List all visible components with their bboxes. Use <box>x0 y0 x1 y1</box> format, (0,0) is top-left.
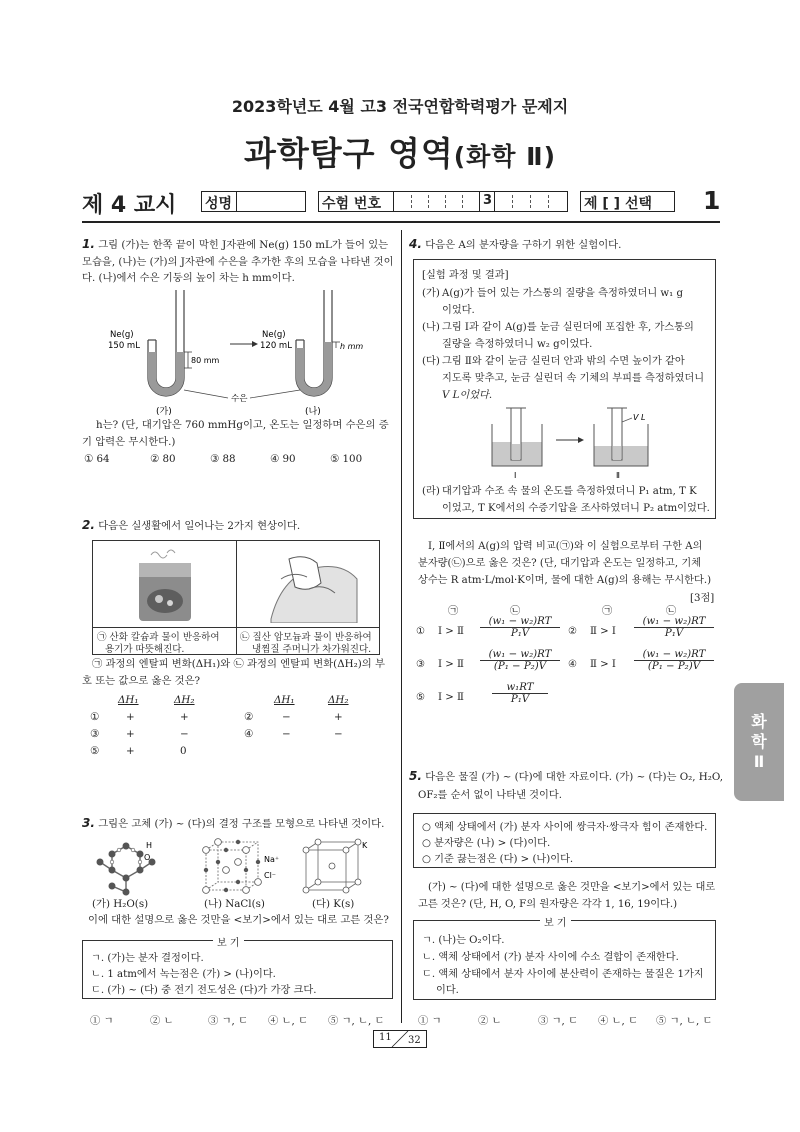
arrow-head <box>578 437 584 443</box>
step-da-text: 그림 Ⅱ와 같이 눈금 실린더 안과 밖의 수면 높이가 같아 <box>442 356 685 367</box>
col-header-dh1: ΔH₁ <box>118 694 139 706</box>
option-2-dh1: − <box>282 711 291 723</box>
cold-pack-image <box>261 549 361 623</box>
denominator: P₁V <box>510 628 530 639</box>
name-field[interactable] <box>201 191 306 212</box>
j-tube-figure <box>100 290 370 420</box>
option-4[interactable]: ④ <box>244 728 254 740</box>
figure-2-label: Ⅱ <box>616 471 620 480</box>
step-da-text: V L이었다. <box>442 390 493 401</box>
question-5-prompt: (가) ~ (다)에 대한 설명으로 옳은 것만을 <보기>에서 있는 대로 <box>428 882 716 893</box>
question-1-stem <box>82 236 394 287</box>
question-number: 1. <box>82 237 95 251</box>
option-3-compare: Ⅰ > Ⅱ <box>438 659 464 670</box>
option-3[interactable]: ③ <box>90 728 100 740</box>
question-number: 4. <box>409 237 422 251</box>
step-da-text: 지도록 맞추고, 눈금 실린더 속 기체의 부피를 측정하였더니 <box>442 373 705 384</box>
ne-label-1: Ne(g) <box>110 330 134 340</box>
option-3[interactable]: ③ ㄱ, ㄷ <box>208 1015 249 1027</box>
option-1-compare: Ⅰ > Ⅱ <box>438 626 464 637</box>
phenomena-figure <box>92 540 380 655</box>
j-tube-2 <box>296 290 340 396</box>
page-indicator <box>373 1030 427 1048</box>
volume-v-label: V L <box>633 413 646 422</box>
caption-1b: 용기가 따뜻해진다. <box>105 644 185 655</box>
bogi-item: 이다. <box>436 985 459 996</box>
option-1[interactable]: ① ㄱ <box>418 1015 442 1027</box>
data-box <box>413 813 716 868</box>
step-da-label: (다) <box>422 356 440 367</box>
col-header-a: ㉠ <box>448 606 459 617</box>
choice-label: 제 [ ] 선택 <box>584 196 652 212</box>
option-1[interactable]: ① <box>416 626 426 637</box>
option-4-fraction <box>634 649 714 672</box>
col-header-b: ㉡ <box>510 606 521 617</box>
question-3-options <box>82 1012 394 1026</box>
exam-name: 2023학년도 4월 고3 전국연합학력평가 문제지 <box>231 97 569 116</box>
fact-item: ○ 액체 상태에서 (가) 분자 사이에 쌍극자·쌍극자 힘이 존재한다. <box>422 822 708 833</box>
current-page: 11 <box>379 1032 392 1043</box>
height-80-label: 80 mm <box>191 356 220 365</box>
total-pages: 32 <box>408 1035 421 1046</box>
side-tab-char: 학 <box>751 732 767 751</box>
subject-main: 과학탐구 영역 <box>243 134 454 173</box>
bogi-item: ㄷ. 액체 상태에서 분자 사이에 분산력이 존재하는 물질은 1가지 <box>422 969 704 980</box>
option-1[interactable]: ① <box>90 711 100 723</box>
question-4-options <box>412 602 724 718</box>
option-4[interactable]: ④ ㄴ, ㄷ <box>268 1015 309 1027</box>
option-4-compare: Ⅱ > Ⅰ <box>590 659 616 670</box>
id-divider <box>393 192 394 211</box>
exam-id-field[interactable] <box>318 191 568 212</box>
option-5-dh1: + <box>126 745 135 757</box>
caption-1a: ㉠ 산화 칼슘과 물이 반응하여 <box>97 632 220 643</box>
bogi-item: ㄱ. (가)는 분자 결정이다. <box>91 953 204 964</box>
step-na-text: 질량을 측정하였더니 w₂ g이었다. <box>442 339 593 350</box>
experiment-title: [실험 과정 및 결과] <box>422 270 509 281</box>
fact-item: ○ 분자량은 (나) > (다)이다. <box>422 838 551 849</box>
caption-1 <box>93 627 236 655</box>
figure-label-na: (나) <box>305 407 321 417</box>
id-digit-sep <box>428 195 430 208</box>
option-4-dh2: − <box>334 728 343 740</box>
bogi-item: ㄴ. 1 atm에서 녹는점은 (가) > (나)이다. <box>91 969 276 980</box>
heating-pack-image <box>133 547 203 623</box>
points-label: [3점] <box>690 593 715 604</box>
volume-label-1: 150 mL <box>108 341 140 351</box>
option-2[interactable]: ② <box>244 711 254 723</box>
id-digit-sep <box>462 195 464 208</box>
option-4[interactable]: ④ <box>568 659 578 670</box>
question-text: 다음은 실생활에서 일어나는 2가지 현상이다. <box>98 520 301 532</box>
caption-2 <box>236 627 379 655</box>
question-3-prompt: 이에 대한 설명으로 옳은 것만을 <보기>에서 있는 대로 고른 것은? <box>88 914 389 926</box>
name-divider <box>236 192 237 211</box>
choice-field[interactable] <box>580 191 675 212</box>
experiment-box <box>413 259 716 519</box>
fact-item: ○ 기준 끓는점은 (다) > (나)이다. <box>422 854 574 865</box>
gas-collection-figure <box>484 404 664 480</box>
option-1[interactable]: ① 64 <box>84 453 110 465</box>
option-3[interactable]: ③ <box>416 659 426 670</box>
col-header-a: ㉠ <box>602 606 613 617</box>
mercury-pointer <box>184 390 228 398</box>
question-1-prompt: h는? (단, 대기압은 760 mmHg이고, 온도는 일정하며 수은의 증기 압력은 무시한다.) <box>82 419 389 448</box>
k-atom-label: K <box>362 841 368 850</box>
id-digit: 3 <box>483 193 493 208</box>
id-digit-sep <box>530 195 532 208</box>
side-tab-label <box>734 712 784 772</box>
caption-k: (다) K(s) <box>312 898 355 910</box>
id-digit-sep <box>445 195 447 208</box>
cl-ion-label: Cl⁻ <box>264 871 277 880</box>
option-5[interactable]: ⑤ 100 <box>330 453 363 465</box>
bogi-title: 보 기 <box>540 914 571 929</box>
option-3[interactable]: ③ ㄱ, ㄷ <box>538 1015 579 1027</box>
question-5-prompt: 고른 것은? (단, H, O, F의 원자량은 각각 1, 16, 19이다.) <box>418 899 678 910</box>
mercury-label: 수은 <box>231 394 248 404</box>
arrow-head <box>252 341 258 347</box>
header-rule <box>82 221 720 223</box>
id-digit-sep <box>411 195 413 208</box>
option-4-dh1: − <box>282 728 291 740</box>
option-1-dh2: + <box>180 711 189 723</box>
option-3[interactable]: ③ 88 <box>210 453 236 465</box>
option-3-dh1: + <box>126 728 135 740</box>
option-5[interactable]: ⑤ <box>416 692 426 703</box>
option-5-dh2: 0 <box>180 745 187 757</box>
step-ra-text: 이었고, T K에서의 수증기압을 조사하였더니 P₂ atm이었다. <box>442 503 710 514</box>
numerator: (w₁ − w₂)RT <box>480 616 560 628</box>
id-group-sep <box>479 192 480 211</box>
option-4[interactable]: ④ 90 <box>270 453 296 465</box>
name-label: 성명 <box>205 196 233 212</box>
caption-2b: 냉찜질 주머니가 차가워진다. <box>252 644 372 655</box>
question-2-prompt: ㉠ 과정의 엔탈피 변화(ΔH₁)와 ㉡ 과정의 엔탈피 변화(ΔH₂)의 부호 또는 값으로 옳은 것은? <box>82 658 385 687</box>
option-5[interactable]: ⑤ <box>90 745 100 757</box>
nacl-structure <box>203 839 262 894</box>
question-text: 다음은 물질 (가) ~ (다)에 대한 자료이다. (가) ~ (다)는 O₂, H₂O, <box>425 771 724 783</box>
question-1-options <box>82 453 394 467</box>
exam-id-label: 수험 번호 <box>322 196 381 212</box>
option-3-fraction <box>480 649 560 672</box>
numerator: (w₁ − w₂)RT <box>480 649 560 661</box>
option-2[interactable]: ② <box>568 626 578 637</box>
page-number: 1 <box>703 186 721 215</box>
denominator: P₁V <box>510 694 530 705</box>
o-atom-label: O <box>144 853 151 862</box>
side-tab-char: Ⅱ <box>753 752 765 771</box>
question-4-stem <box>409 236 721 254</box>
option-2[interactable]: ② ㄴ <box>478 1015 502 1027</box>
question-5-options <box>412 1012 724 1026</box>
col-header-dh1: ΔH₁ <box>274 694 295 706</box>
option-1[interactable]: ① ㄱ <box>90 1015 114 1027</box>
option-1-fraction <box>480 616 560 639</box>
id-digit-sep <box>548 195 550 208</box>
question-4-prompt: 상수는 R atm·L/mol·K이며, 물에 대한 A(g)의 용해는 무시한다.) <box>418 575 712 586</box>
option-5[interactable]: ⑤ ㄱ, ㄴ, ㄷ <box>656 1015 713 1027</box>
option-2-dh2: + <box>334 711 343 723</box>
water-trough-1 <box>492 408 542 466</box>
mercury-pointer <box>250 390 300 398</box>
step-na-text: 그림 Ⅰ과 같이 A(g)를 눈금 실린더에 포집한 후, 가스통의 <box>442 322 694 333</box>
denominator: (P₁ − P₂)V <box>647 661 701 672</box>
bogi-item: ㄱ. (나)는 O₂이다. <box>422 935 505 946</box>
ne-label-2: Ne(g) <box>262 330 286 340</box>
caption-ice: (가) H₂O(s) <box>92 898 149 910</box>
col-header-dh2: ΔH₂ <box>328 694 349 706</box>
question-text: 다음은 A의 분자량을 구하기 위한 실험이다. <box>425 239 622 251</box>
caption-nacl: (나) NaCl(s) <box>204 898 265 910</box>
question-5-stem-cont: OF₂를 순서 없이 나타낸 것이다. <box>418 790 562 801</box>
bogi-box <box>413 920 716 1000</box>
denominator: (P₁ − P₂)V <box>493 661 547 672</box>
h-atom-label: H <box>146 841 153 850</box>
figure-1-label: Ⅰ <box>514 471 517 480</box>
option-2[interactable]: ② 80 <box>150 453 176 465</box>
subject-sub: (화학 Ⅱ) <box>453 142 557 171</box>
question-number: 2. <box>82 518 95 532</box>
option-5-compare: Ⅰ > Ⅱ <box>438 692 464 703</box>
caption-2a: ㉡ 질산 암모늄과 물이 반응하여 <box>240 632 372 643</box>
id-group-sep <box>494 192 495 211</box>
denominator: P₁V <box>664 628 684 639</box>
k-structure <box>303 839 361 893</box>
id-digit-sep <box>512 195 514 208</box>
step-ga-label: (가) <box>422 288 440 299</box>
numerator: (w₁ − w₂)RT <box>634 616 714 628</box>
question-number: 5. <box>409 769 422 783</box>
option-3-dh2: − <box>180 728 189 740</box>
col-header-b: ㉡ <box>666 606 677 617</box>
bogi-item: ㄷ. (가) ~ (다) 중 전기 전도성은 (다)가 가장 크다. <box>91 985 317 996</box>
subject-title <box>0 128 800 175</box>
bogi-title: 보 기 <box>213 934 244 949</box>
step-ga-text: 이었다. <box>442 305 475 316</box>
question-text: 그림 (가)는 한쪽 끝이 막힌 J자관에 Ne(g) 150 mL가 들어 있는 모습을, (나)는 (가)의 J자관에 수은을 추가한 후의 모습을 나타낸 것이다. (나)에서 수은 기둥의 높이 차는 h mm이다. <box>82 239 394 284</box>
question-number: 3. <box>82 816 95 830</box>
j-tube-1 <box>148 290 192 396</box>
exam-period: 제 4 교시 <box>82 193 177 218</box>
step-ra-label: (라) <box>422 486 440 497</box>
numerator: w₁RT <box>492 682 548 694</box>
column-divider <box>401 230 402 1023</box>
figure-label-ga: (가) <box>156 407 172 417</box>
na-ion-label: Na⁺ <box>264 855 280 864</box>
question-2-options <box>82 694 394 764</box>
volume-label-2: 120 mL <box>260 341 292 351</box>
question-4-prompt: 분자량(㉡)으로 옳은 것은? (단, 대기압과 온도는 일정하고, 기체 <box>418 558 702 569</box>
option-2[interactable]: ② ㄴ <box>150 1015 174 1027</box>
option-1-dh1: + <box>126 711 135 723</box>
question-text: 그림은 고체 (가) ~ (다)의 결정 구조를 모형으로 나타낸 것이다. <box>98 818 385 830</box>
step-na-label: (나) <box>422 322 440 333</box>
col-header-dh2: ΔH₂ <box>174 694 195 706</box>
question-5-stem <box>409 768 724 786</box>
side-tab-char: 화 <box>751 712 767 731</box>
crystal-captions <box>92 895 392 909</box>
height-h-label: h mm <box>340 342 364 351</box>
question-2-stem <box>82 517 394 535</box>
option-5-fraction <box>492 682 548 705</box>
option-2-fraction <box>634 616 714 639</box>
bogi-box <box>82 940 393 999</box>
question-4-prompt: Ⅰ, Ⅱ에서의 A(g)의 압력 비교(㉠)와 이 실험으로부터 구한 A의 <box>428 541 703 552</box>
numerator: (w₁ − w₂)RT <box>634 649 714 661</box>
question-3-stem <box>82 815 394 833</box>
ice-structure <box>97 843 156 896</box>
step-ra-text: 대기압과 수조 속 물의 온도를 측정하였더니 P₁ atm, T K <box>442 486 697 497</box>
bogi-item: ㄴ. 액체 상태에서 (가) 분자 사이에 수소 결합이 존재한다. <box>422 952 679 963</box>
option-5[interactable]: ⑤ ㄱ, ㄴ, ㄷ <box>328 1015 385 1027</box>
option-2-compare: Ⅱ > Ⅰ <box>590 626 616 637</box>
step-ga-text: A(g)가 들어 있는 가스통의 질량을 측정하였더니 w₁ g <box>442 288 683 299</box>
option-4[interactable]: ④ ㄴ, ㄷ <box>598 1015 639 1027</box>
